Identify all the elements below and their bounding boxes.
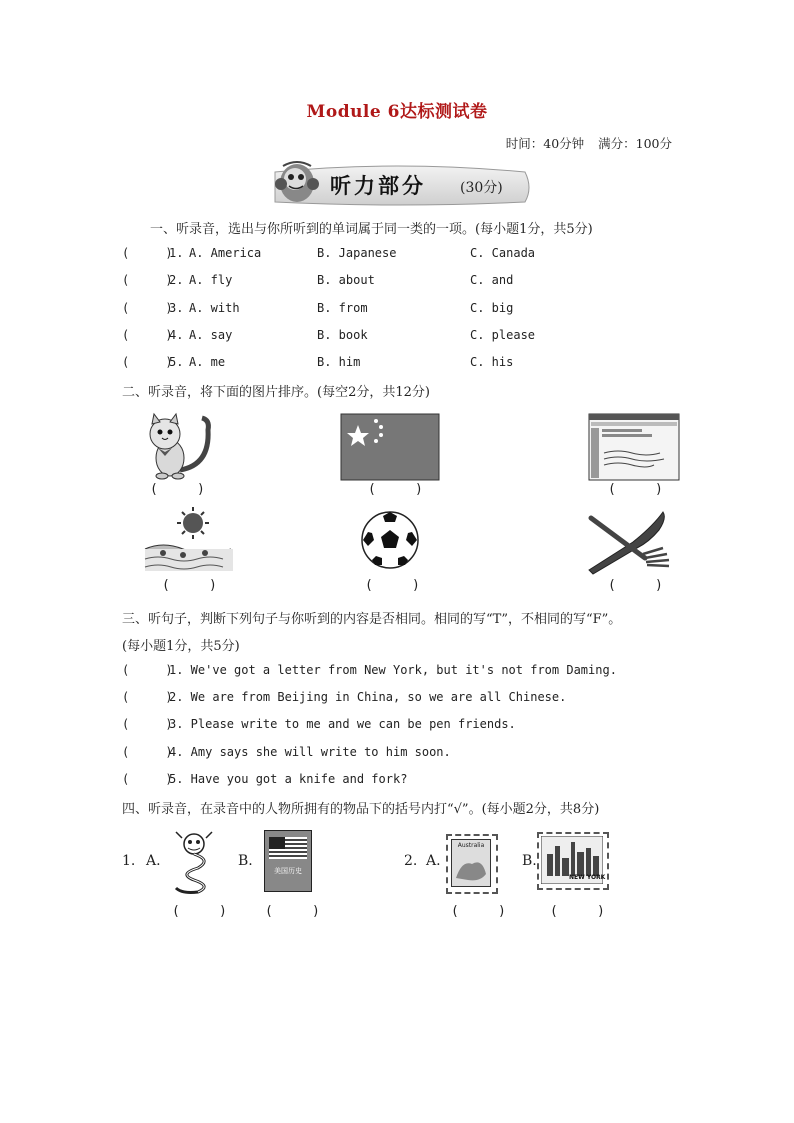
- dragon-picture: [168, 830, 220, 896]
- sentence: 2. We are from Beijing in China, so we are all Chinese.: [169, 690, 567, 704]
- knife-and-fork-picture: [583, 508, 678, 576]
- stamp-text: Australia: [457, 842, 485, 849]
- option-b: B. him: [317, 355, 361, 369]
- item-number: 5.: [169, 355, 184, 369]
- option-c: C. and: [470, 273, 514, 287]
- banner-title: 听力部分: [330, 174, 426, 198]
- item-number: 3.: [169, 301, 184, 315]
- new-york-stamp-picture: [537, 832, 609, 890]
- option-b: B. book: [317, 328, 368, 342]
- option-a: A. me: [189, 355, 226, 369]
- exam-info: [496, 134, 672, 152]
- answer-blank[interactable]: ( ): [162, 578, 217, 593]
- page-title: Module 6达标测试卷: [306, 102, 488, 122]
- sentence: 5. Have you got a knife and fork?: [169, 772, 408, 786]
- part4-instruction: 四、听录音，在录音中的人物所拥有的物品下的括号内打“√”。(每小题2分，共8分): [122, 802, 600, 817]
- answer-blank[interactable]: ( ): [122, 328, 173, 342]
- option-c: C. Canada: [470, 246, 536, 260]
- cat-picture: [140, 410, 220, 482]
- option-c: C. please: [470, 328, 536, 342]
- option-a: A. America: [189, 246, 262, 260]
- answer-blank[interactable]: ( ): [365, 578, 420, 593]
- option-label: A.: [146, 853, 161, 869]
- email-screen-picture: [588, 413, 680, 481]
- exam-time: 时间：40分钟: [505, 136, 585, 151]
- option-b: B. from: [317, 301, 368, 315]
- part3-list: [122, 663, 682, 793]
- answer-blank[interactable]: ( ): [122, 663, 173, 677]
- option-b: B. about: [317, 273, 375, 287]
- part3-instruction-score: (每小题1分，共5分): [122, 639, 240, 654]
- stamp-text: NEW YORK: [569, 874, 606, 881]
- option-a: A. fly: [189, 273, 233, 287]
- book-title: 美国历史: [274, 867, 302, 875]
- answer-blank[interactable]: ( ): [122, 301, 173, 315]
- item-number: 4.: [169, 328, 184, 342]
- answer-blank[interactable]: ( ): [608, 578, 663, 593]
- answer-blank[interactable]: ( ): [172, 904, 227, 919]
- part1-instruction: 一、听录音，选出与你所听到的单词属于同一类的一项。(每小题1分，共5分): [150, 222, 593, 237]
- option-a: A. with: [189, 301, 240, 315]
- item-number: 2.: [169, 273, 184, 287]
- answer-blank[interactable]: ( ): [122, 745, 173, 759]
- question-number: 2.: [404, 853, 418, 869]
- sentence: 3. Please write to me and we can be pen friends.: [169, 717, 516, 731]
- option-label: B.: [522, 853, 537, 869]
- sentence: 1. We've got a letter from New York, but it's not from Daming.: [169, 663, 617, 677]
- part3-instruction: 三、听句子，判断下列句子与你听到的内容是否相同。相同的写“T”，不相同的写“F”。: [122, 612, 622, 627]
- answer-blank[interactable]: ( ): [550, 904, 605, 919]
- question-number: 1.: [122, 853, 136, 869]
- beach-picture: [143, 505, 235, 575]
- answer-blank[interactable]: ( ): [122, 717, 173, 731]
- exam-full-score: 满分：100分: [598, 136, 672, 151]
- answer-blank[interactable]: ( ): [451, 904, 506, 919]
- china-flag-picture: [340, 413, 440, 481]
- answer-blank[interactable]: ( ): [122, 690, 173, 704]
- banner-score: (30分): [460, 180, 503, 196]
- option-label: B.: [238, 853, 253, 869]
- history-book-picture: [264, 830, 312, 892]
- answer-blank[interactable]: ( ): [122, 246, 173, 260]
- part1-list: [122, 246, 682, 376]
- australia-stamp-picture: [446, 834, 498, 894]
- answer-blank[interactable]: ( ): [122, 273, 173, 287]
- option-a: A. say: [189, 328, 233, 342]
- answer-blank[interactable]: ( ): [122, 772, 173, 786]
- option-label: A.: [426, 853, 441, 869]
- answer-blank[interactable]: ( ): [368, 482, 423, 497]
- answer-blank[interactable]: ( ): [608, 482, 663, 497]
- football-picture: [360, 510, 420, 570]
- sentence: 4. Amy says she will write to him soon.: [169, 745, 451, 759]
- item-number: 1.: [169, 246, 184, 260]
- answer-blank[interactable]: ( ): [150, 482, 205, 497]
- answer-blank[interactable]: ( ): [122, 355, 173, 369]
- option-b: B. Japanese: [317, 246, 397, 260]
- option-c: C. big: [470, 301, 514, 315]
- option-c: C. his: [470, 355, 514, 369]
- part2-instruction: 二、听录音，将下面的图片排序。(每空2分，共12分): [122, 385, 430, 400]
- answer-blank[interactable]: ( ): [265, 904, 320, 919]
